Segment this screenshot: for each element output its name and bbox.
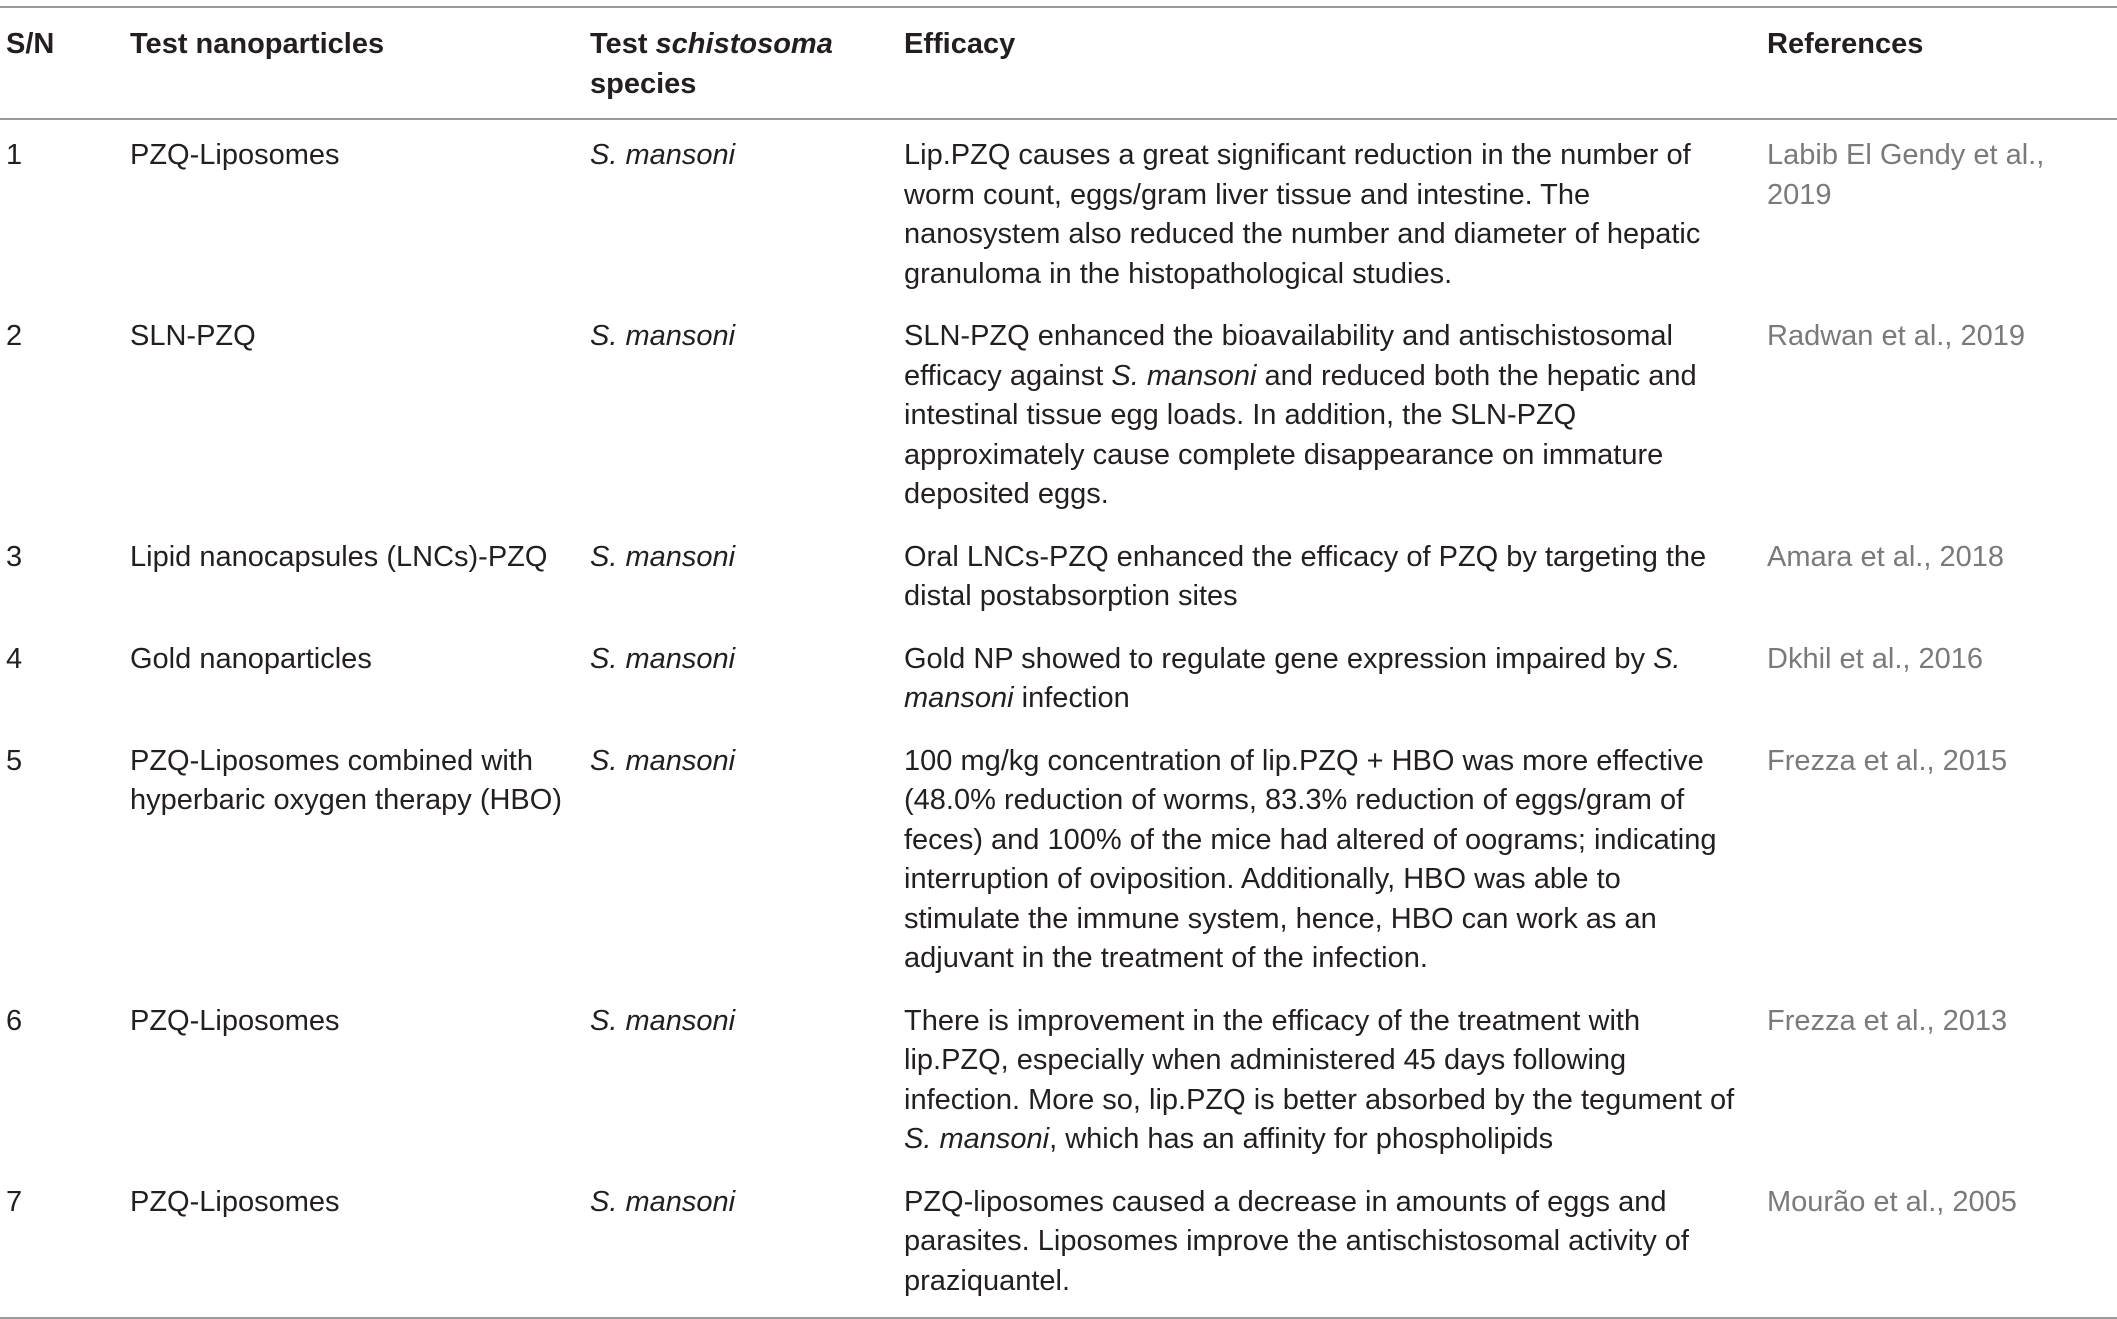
cell-efficacy	[884, 523, 1747, 625]
cell-test-nanoparticles: Lipid nanocapsules (LNCs)-PZQ	[130, 540, 548, 573]
efficacy-text: Gold NP showed to regulate gene expression impaired by	[904, 642, 1654, 675]
header-efficacy: Efficacy	[904, 28, 1016, 60]
header-species-italic: schistosoma	[655, 28, 833, 60]
cell-test-species: S. mansoni	[590, 642, 736, 675]
header-species-suffix: species	[590, 68, 697, 100]
efficacy-text: PZQ-liposomes caused a decrease in amounts of eggs and parasites. Liposomes improve the antischistosomal activity of praziquantel.	[904, 1185, 1689, 1297]
cell-test-species: S. mansoni	[590, 1004, 736, 1037]
efficacy-text: infection	[1013, 682, 1130, 714]
cell-sn: 2	[6, 320, 23, 352]
cell-test-species: S. mansoni	[590, 540, 736, 573]
efficacy-species-italic: S. mansoni	[1111, 359, 1257, 392]
cell-sn: 5	[6, 744, 23, 777]
cell-reference: Labib El Gendy et al., 2019	[1767, 139, 2045, 211]
table-row	[0, 119, 2117, 302]
efficacy-text: and reduced both the hepatic and intestinal tissue egg loads. In addition, the SLN-PZQ approximately cause complete disappearance on immature deposited eggs.	[904, 359, 1697, 510]
table-row	[0, 987, 2117, 1168]
cell-efficacy	[884, 302, 1747, 523]
cell-reference: Amara et al., 2018	[1767, 540, 2004, 573]
efficacy-text: Oral LNCs-PZQ enhanced the efficacy of PZQ by targeting the distal postabsorption sites	[904, 540, 1707, 612]
cell-sn: 3	[6, 540, 23, 573]
cell-reference: Dkhil et al., 2016	[1767, 642, 1984, 675]
efficacy-species-italic: S. mansoni	[904, 642, 1681, 714]
cell-test-species: S. mansoni	[590, 744, 736, 777]
table-row	[0, 625, 2117, 727]
cell-sn: 4	[6, 642, 23, 675]
efficacy-text: , which has an affinity for phospholipids	[1049, 1123, 1554, 1155]
table-row	[0, 727, 2117, 987]
cell-reference: Frezza et al., 2013	[1767, 1004, 2008, 1037]
efficacy-species-italic: S. mansoni	[904, 1123, 1050, 1155]
efficacy-text: Lip.PZQ causes a great significant reduction in the number of worm count, eggs/gram liver tissue and intestine. The nanosystem also reduced the number and diameter of hepatic granuloma in the histopathological studies.	[904, 139, 1701, 290]
cell-efficacy	[884, 727, 1747, 987]
table-row	[0, 302, 2117, 523]
cell-sn: 6	[6, 1004, 23, 1037]
cell-efficacy	[884, 119, 1747, 302]
header-species-prefix: Test	[590, 28, 656, 60]
cell-test-nanoparticles: PZQ-Liposomes combined with hyperbaric oxygen therapy (HBO)	[130, 744, 562, 816]
header-sn: S/N	[6, 28, 55, 60]
efficacy-text: There is improvement in the efficacy of the treatment with lip.PZQ, especially when administered 45 days following infection. More so, lip.PZQ is better absorbed by the tegument of	[904, 1004, 1735, 1116]
cell-test-species: S. mansoni	[590, 320, 736, 352]
cell-reference: Frezza et al., 2015	[1767, 744, 2008, 777]
cell-efficacy	[884, 987, 1747, 1168]
header-test-species	[570, 7, 884, 119]
efficacy-text: SLN-PZQ enhanced the bioavailability and antischistosomal efficacy against	[904, 320, 1673, 392]
header-references: References	[1767, 28, 1924, 60]
cell-test-nanoparticles: SLN-PZQ	[130, 320, 256, 352]
table-body	[0, 119, 2117, 1318]
nanoparticle-efficacy-table-container	[0, 6, 2117, 1319]
cell-sn: 7	[6, 1185, 23, 1218]
header-test-nanoparticles: Test nanoparticles	[130, 28, 385, 60]
table-header	[0, 7, 2117, 119]
nanoparticle-efficacy-table	[0, 6, 2117, 1319]
cell-test-nanoparticles: PZQ-Liposomes	[130, 1185, 340, 1218]
table-row	[0, 523, 2117, 625]
cell-test-nanoparticles: PZQ-Liposomes	[130, 1004, 340, 1037]
cell-test-nanoparticles: Gold nanoparticles	[130, 642, 372, 675]
cell-reference: Radwan et al., 2019	[1767, 320, 2025, 352]
cell-sn: 1	[6, 139, 23, 171]
cell-efficacy	[884, 625, 1747, 727]
cell-test-species: S. mansoni	[590, 139, 736, 171]
efficacy-text: 100 mg/kg concentration of lip.PZQ + HBO was more effective (48.0% reduction of worms, 83.3% reduction of eggs/gram of feces) and 100% of the mice had altered of oograms; indicating interruption of oviposition. Additionally, HBO was able to stimulate the immune system, hence, HBO can work as an adjuvant in the treatment of the infection.	[904, 744, 1717, 974]
table-row	[0, 1168, 2117, 1319]
cell-reference: Mourão et al., 2005	[1767, 1185, 2017, 1218]
cell-test-nanoparticles: PZQ-Liposomes	[130, 139, 340, 171]
cell-efficacy	[884, 1168, 1747, 1319]
cell-test-species: S. mansoni	[590, 1185, 736, 1218]
header-row	[0, 7, 2117, 119]
